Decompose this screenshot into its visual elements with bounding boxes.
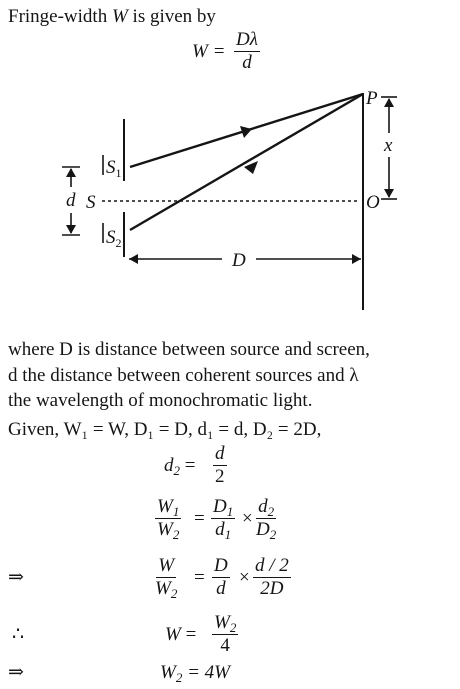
eq-sub-left-num: W [158, 555, 175, 576]
label-S: S [86, 192, 96, 213]
eq-therefore-equals: = [185, 624, 197, 645]
eq-ratio-right-den [256, 519, 276, 540]
eq-therefore-lhs [165, 624, 196, 646]
paragraph-line-1: where D is distance between source and screen, [8, 339, 370, 360]
d-dim-arrow-top [66, 168, 76, 177]
intro-tail: is given by [132, 6, 216, 27]
formula-fraction [234, 29, 260, 73]
young-double-slit-diagram [0, 85, 460, 315]
eq-ratio-middle-den [215, 519, 231, 540]
eq-therefore-lhs-var: W [165, 624, 181, 645]
eq-sub-middle-den: d [216, 578, 226, 599]
eq-sub-times: × [239, 567, 250, 588]
eq-ratio-left [155, 496, 181, 540]
eq-d2-sub: 2 [173, 463, 180, 478]
eq-ratio-middle-num-sub: 1 [226, 504, 234, 519]
label-x: x [384, 135, 393, 156]
eq-ratio-middle-den-var: d [215, 519, 225, 540]
eq-ratio-right-num-sub: 2 [267, 504, 275, 519]
label-D: D [232, 250, 246, 271]
eq-ratio-middle-num-var: D [213, 496, 227, 517]
label-S2-sub: 2 [115, 236, 122, 250]
formula-numerator: Dλ [236, 29, 258, 50]
eq-d2-fraction [213, 443, 227, 487]
label-S1-sub: 1 [115, 166, 122, 180]
label-S1 [106, 157, 122, 180]
eq-therefore-num [212, 612, 238, 635]
eq-ratio-right-den-sub: 2 [269, 527, 277, 542]
eq-ratio-times: × [242, 508, 253, 529]
eq-ratio-left-den-sub: 2 [172, 527, 180, 542]
eq-d2-num: d [215, 443, 225, 464]
label-S2 [106, 227, 122, 250]
intro-line [8, 6, 216, 28]
ray-s2-p [130, 94, 363, 230]
eq-ratio-left-den-var: W [157, 519, 173, 540]
eq-ratio-middle [211, 496, 235, 540]
D-dim-arrow-left [129, 254, 138, 264]
eq-sub-left-den-sub: 2 [170, 586, 178, 601]
paragraph-line-3: the wavelength of monochromatic light. [8, 390, 313, 411]
eq-ratio-left-num [155, 496, 181, 519]
eq-ratio-left-num-var: W [157, 496, 173, 517]
eq-final-rhs: = 4W [187, 662, 230, 683]
eq-sub-implies: ⇒ [8, 567, 24, 588]
eq-sub-middle [212, 555, 230, 599]
eq-d2-var: d [164, 455, 174, 476]
eq-ratio-equals: = [194, 508, 205, 529]
eq-therefore-den: 4 [220, 635, 230, 656]
eq-therefore-fraction [212, 612, 238, 656]
eq-therefore-symbol: ∴ [12, 624, 25, 645]
eq-final-lhs: W [160, 662, 176, 683]
eq-d2-den: 2 [215, 466, 225, 487]
eq-sub-left [155, 555, 177, 599]
intro-var: W [111, 6, 128, 27]
eq-ratio-middle-den-sub: 1 [224, 527, 232, 542]
label-S2-main: S [106, 227, 116, 248]
eq-sub-right [253, 555, 291, 599]
eq-final-implies: ⇒ [8, 662, 24, 683]
formula-lhs: W = [192, 41, 226, 62]
eq-ratio-left-den [157, 519, 179, 540]
eq-ratio-left-num-sub: 1 [172, 504, 180, 519]
eq-final-lhs-sub: 2 [175, 670, 183, 685]
eq-d2-lhs [164, 455, 195, 477]
x-dim-arrow-bottom [384, 189, 394, 198]
eq-sub-middle-num: D [214, 555, 228, 576]
eq-sub-right-den: 2D [260, 578, 284, 599]
eq-ratio-right-den-var: D [256, 519, 270, 540]
eq-d2-equals: = [184, 455, 196, 476]
eq-ratio-right-num-var: d [258, 496, 268, 517]
eq-ratio-right [256, 496, 276, 540]
label-S1-main: S [106, 157, 116, 178]
eq-final-expression [160, 662, 230, 684]
eq-ratio-right-num [256, 496, 276, 519]
eq-therefore-num-var: W [214, 612, 230, 633]
d-dim-arrow-bottom [66, 225, 76, 234]
x-dim-arrow-top [384, 98, 394, 107]
given-line: Given, W₁ = W, D₁ = D, d₁ = d, D₂ = 2D, [8, 419, 322, 440]
paragraph-line-2: d the distance between coherent sources and λ [8, 365, 359, 386]
label-P: P [366, 88, 378, 109]
label-O: O [366, 192, 380, 213]
label-d: d [66, 190, 76, 211]
intro-text: Fringe-width [8, 6, 108, 27]
eq-ratio-middle-num [211, 496, 235, 519]
eq-therefore-num-sub: 2 [229, 620, 237, 635]
eq-sub-left-den [155, 578, 177, 599]
eq-sub-right-num: d / 2 [255, 555, 289, 576]
D-dim-arrow-right [352, 254, 361, 264]
eq-sub-equals: = [194, 567, 205, 588]
eq-sub-left-den-var: W [155, 578, 171, 599]
formula-denominator: d [242, 52, 252, 73]
